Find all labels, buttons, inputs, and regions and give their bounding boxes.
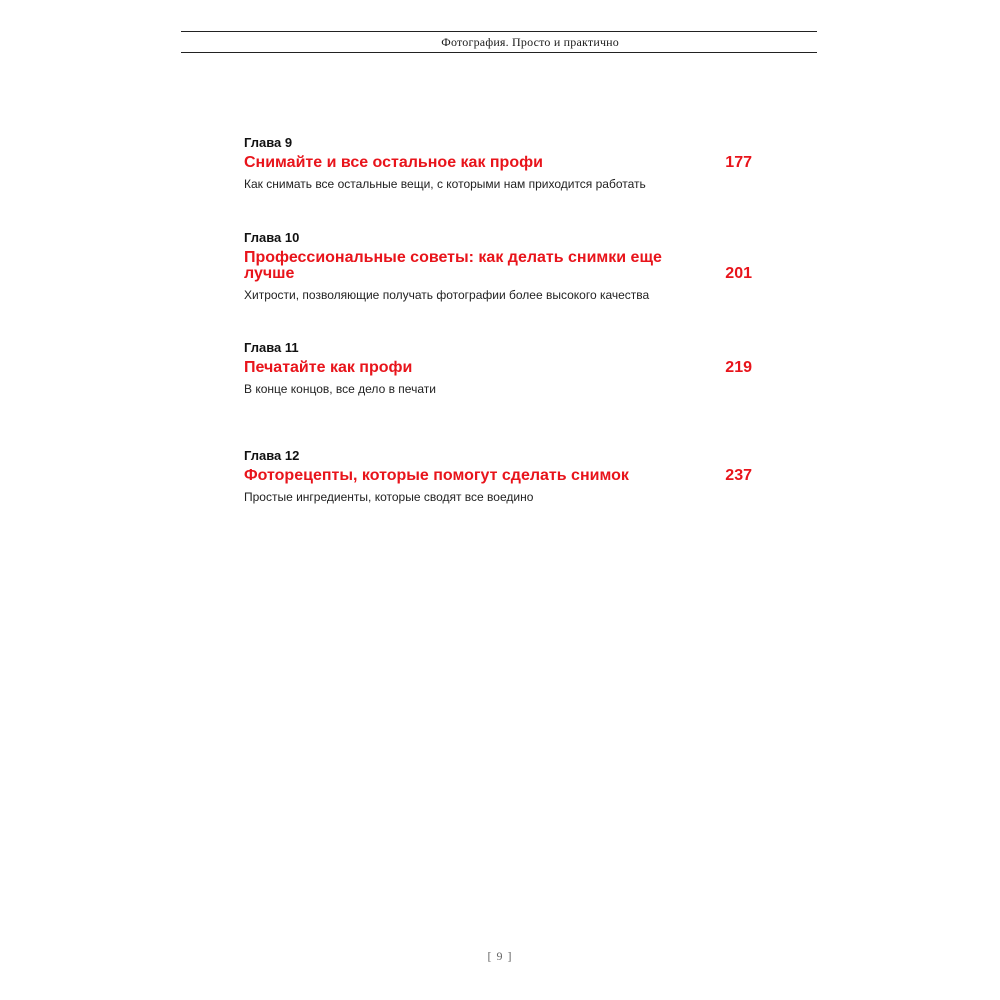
chapter-title: Фоторецепты, которые помогут сделать снимок [244,467,629,484]
chapter-title-row [244,250,754,282]
chapter-title: Печатайте как профи [244,359,413,376]
running-header-title: Фотография. Просто и практично [441,35,619,49]
chapter-description: В конце концов, все дело в печати [244,382,436,396]
chapter-page-number: 201 [725,265,752,282]
chapter-title-row [244,360,754,376]
chapter-title-row [244,468,754,484]
chapter-label: Глава 10 [244,230,300,245]
chapter-page-number: 177 [725,154,752,171]
toc-entry-chapter-12 [244,448,754,505]
chapter-description: Как снимать все остальные вещи, с которыми нам приходится работать [244,177,646,191]
chapter-page-number: 237 [725,467,752,484]
toc-entry-chapter-10 [244,230,754,303]
page-number: [ 9 ] [487,949,513,963]
chapter-description: Простые ингредиенты, которые сводят все воедино [244,490,534,504]
chapter-title: Снимайте и все остальное как профи [244,154,543,171]
chapter-description: Хитрости, позволяющие получать фотографии более высокого качества [244,288,650,302]
chapter-page-number: 219 [725,359,752,376]
toc-entry-chapter-11 [244,340,754,397]
chapter-label: Глава 11 [244,340,299,355]
toc-entry-chapter-9 [244,135,754,192]
running-header [181,31,817,53]
chapter-label: Глава 12 [244,448,300,463]
chapter-label: Глава 9 [244,135,293,150]
chapter-title: Профессиональные советы: как делать снимки еще лучше [244,249,662,282]
chapter-title-row [244,155,754,171]
